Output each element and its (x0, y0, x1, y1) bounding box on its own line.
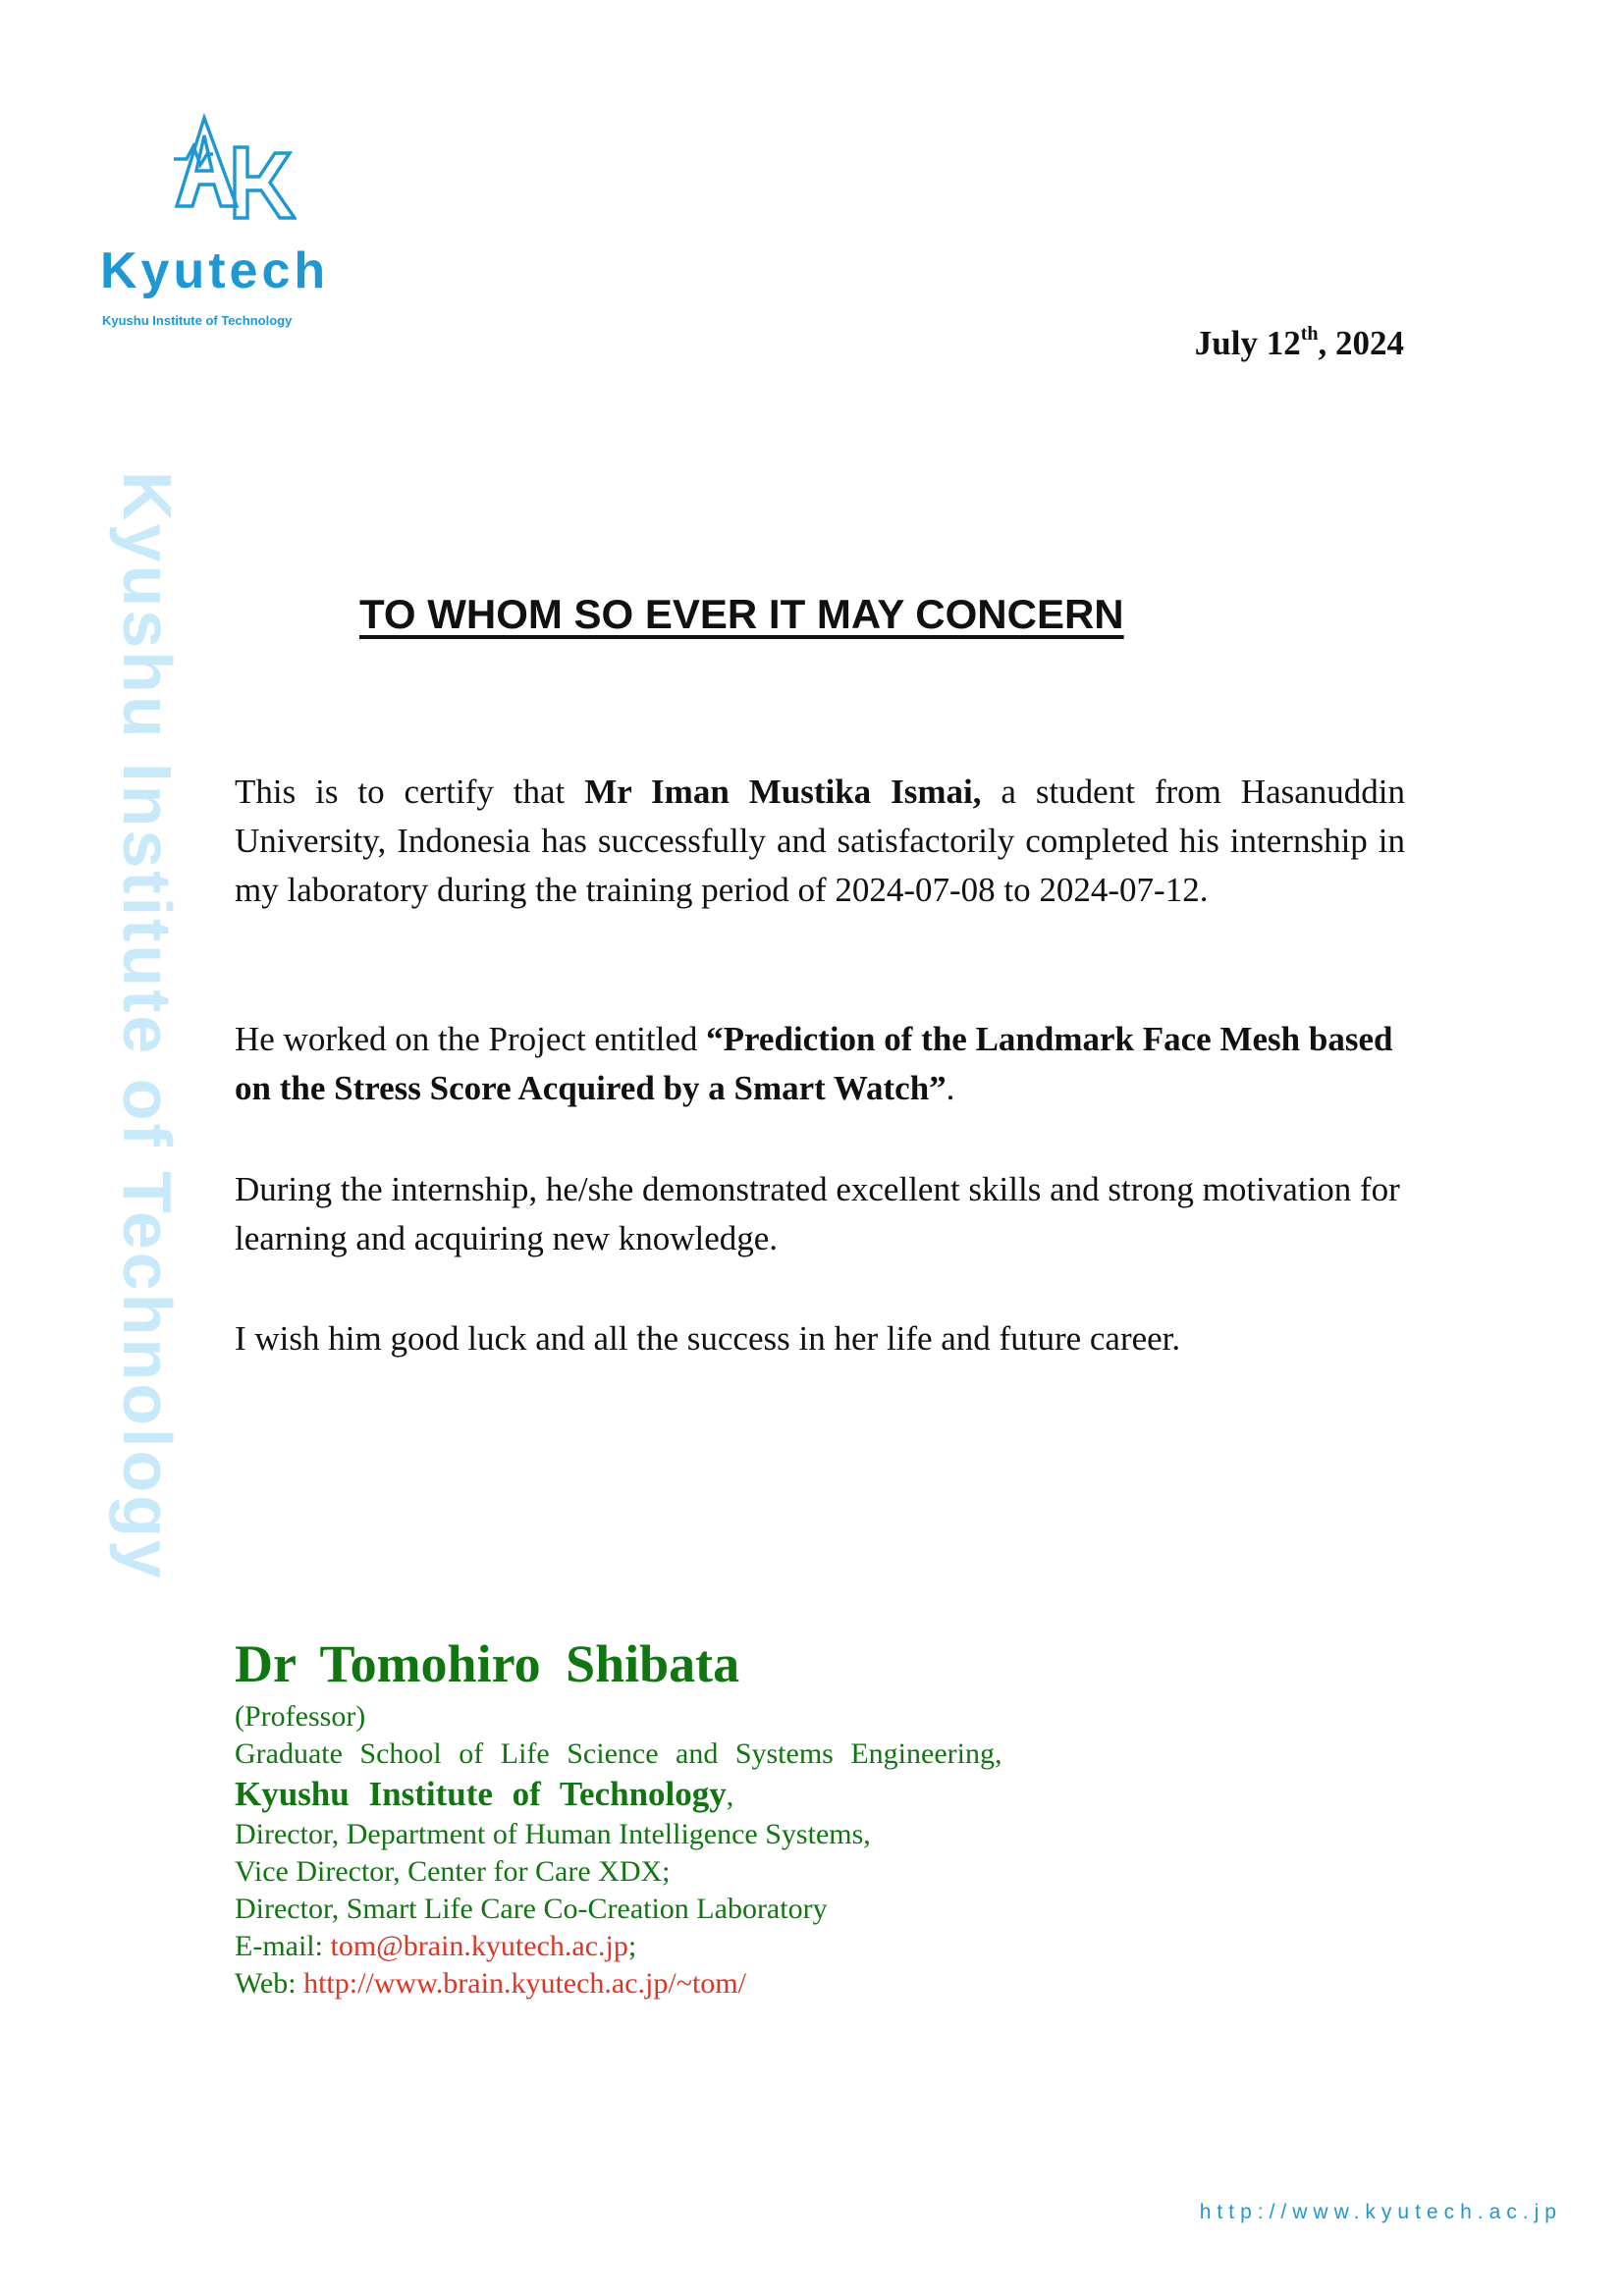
email-link[interactable]: tom@brain.kyutech.ac.jp (330, 1930, 628, 1962)
signature-block (235, 1629, 1001, 2002)
footer-url[interactable]: http://www.kyutech.ac.jp (1199, 2201, 1562, 2223)
letter-title: TO WHOM SO EVER IT MAY CONCERN (359, 591, 1124, 637)
signatory-lab-line: Director, Smart Life Care Co-Creation Laboratory (235, 1893, 828, 1925)
certification-intro: This is to certify that (235, 773, 585, 811)
skills-paragraph: During the internship, he/she demonstrated excellent skills and strong motivation for learning and acquiring new knowledge. (235, 1170, 1400, 1257)
logo-subtitle: Kyushu Institute of Technology (102, 313, 293, 328)
signatory-role: (Professor) (235, 1700, 366, 1733)
signatory-institution: Kyushu Institute of Technology (235, 1775, 727, 1813)
signatory-institution-line (235, 1773, 1001, 1816)
signatory-email-line (235, 1928, 1001, 1965)
web-link[interactable]: http://www.brain.kyutech.ac.jp/~tom/ (303, 1967, 746, 2000)
date-month-day: July 12 (1194, 324, 1301, 362)
date-ordinal-suffix: th (1300, 323, 1319, 345)
letter-date (1194, 323, 1404, 362)
project-paragraph (235, 1015, 1405, 1113)
email-label: E-mail: (235, 1930, 331, 1962)
web-label: Web: (235, 1967, 304, 2000)
date-year: , 2024 (1318, 324, 1404, 362)
certification-paragraph (235, 768, 1405, 915)
signatory-school: Graduate School of Life Science and Systems Engineering, (235, 1737, 1002, 1770)
vertical-watermark: Kyushu Institute of Technology (109, 471, 186, 1581)
email-suffix: ; (627, 1930, 637, 1962)
logo-wordmark: Kyutech (100, 242, 330, 299)
kyutech-logo (100, 110, 355, 336)
signatory-institution-comma: , (726, 1780, 734, 1812)
certification-details: a student from Hasanuddin University, Indonesia has successfully and satisfactorily completed his internship in my laboratory during the training period of 2024-07-08 to 2024-07-12. (235, 773, 1405, 909)
closing-paragraph: I wish him good luck and all the success in her life and future career. (235, 1319, 1181, 1358)
project-intro: He worked on the Project entitled (235, 1020, 707, 1058)
student-name: Mr Iman Mustika Ismai, (584, 773, 982, 811)
signatory-name: Dr Tomohiro Shibata (235, 1634, 740, 1693)
signatory-director-line: Director, Department of Human Intelligence Systems, (235, 1818, 871, 1850)
project-title: “Prediction of the Landmark Face Mesh based on the Stress Score Acquired by a Smart Watch” (235, 1020, 1393, 1107)
project-period: . (946, 1069, 955, 1107)
kyutech-emblem-icon (169, 110, 297, 236)
signatory-vice-director-line: Vice Director, Center for Care XDX; (235, 1855, 671, 1888)
signatory-web-line (235, 1965, 1001, 2002)
